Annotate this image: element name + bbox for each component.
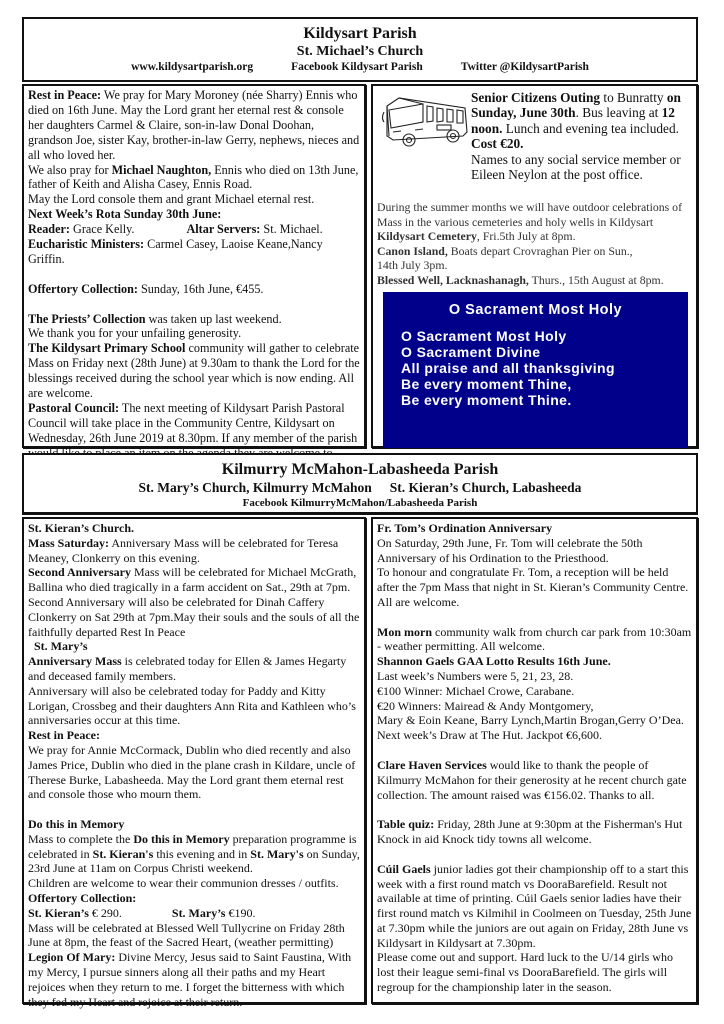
also-pray-pre: We also pray for [28,162,112,177]
lotto-heading-text: Shannon Gaels GAA Lotto Results 16th June. [377,654,611,669]
priests-label: The Priests’ Collection [28,311,146,326]
offertory-values [28,906,360,921]
school-notice [28,341,360,401]
reception-text: To honour and congratulate Fr. Tom, a reception will be held after the 7pm Mass that night in St. Kieran’s Community Centre. All are welcome. [377,565,689,609]
anniversary-mass [28,654,360,684]
hymn-line: All praise and all thanksgiving [401,360,615,376]
well-mass [377,273,695,288]
marys-heading [28,639,360,654]
offertory-notice [28,282,360,297]
cemetery-label: Kildysart Cemetery [377,229,477,244]
rota-ministers [28,237,360,267]
memory-heading-text: Do this in Memory [28,817,125,832]
cuil-support: Please come out and support. Hard luck to the U/14 girls who lost their league semi-final vs DooraBarefield. The girls will regroup for the championship later in the season. [377,950,673,995]
memory-text [28,832,360,876]
kildysart-title: Kildysart Parish [303,25,417,42]
memory-b1: Do this in Memory [133,831,230,846]
table-quiz [377,817,692,847]
hymn-line: O Sacrament Most Holy [401,328,567,344]
kilmurry-title: Kilmurry McMahon-Labasheeda Parish [221,461,499,478]
well-label: Blessed Well, Lacknashanagh, [377,272,529,287]
rip-notice [28,88,360,163]
mass-saturday [28,536,360,566]
outing-notice [471,88,693,182]
memory-t1: Mass to complete the [28,831,134,846]
anniversary-label: Anniversary Mass [28,654,122,669]
offertory-marys-label: St. Mary’s [171,905,226,920]
ordination-heading-text: Fr. Tom’s Ordination Anniversary [377,521,553,535]
lotto-20-winners: €20 Winners: Mairead & Andy Montgomery, [377,698,594,713]
kilmurry-header [22,453,698,515]
clare-haven-label: Clare Haven Services [377,757,487,772]
hymn-line: Be every moment Thine. [401,392,572,408]
rota-reader-altar [28,222,360,237]
ordination-text: On Saturday, 29th June, Fr. Tom will celebrate the 50th Anniversary of his Ordination to the Priesthood. [377,535,643,565]
memory-t3: this evening and in [153,846,251,861]
outing-lunch: Lunch and evening tea included. [502,120,679,136]
thanks-text: We thank you for your unfailing generosity. [28,326,242,341]
outing-time: 12 noon. [471,105,675,136]
legion-text: Divine Mercy, Jesus said to Saint Faustina, With my Mercy, I pursue sinners along all their paths and my Heart rejoices when they return to me. I forget the bitterness with which they fed my Heart and rejoice at their return. [28,950,352,1009]
outing-label: Senior Citizens Outing [471,90,601,105]
rip-text: We pray for Mary Moroney (née Sharry) Ennis who died on 16th June. May the Lord grant her eternal rest & console her daughters Carmel & Claire, son-in-law Donal Doohan, grandson Joe, sister Kay, brother-in-law Gerry, nephews, nieces and all who loved her. [28,88,360,162]
memory-b2: St. Kieran's [92,846,154,861]
legion-label: Legion Of Mary: [28,950,116,965]
church-st-kierans: St. Kieran’s Church, Labasheeda [389,480,582,495]
children-text: Children are welcome to wear their communion dresses / outfits. [28,876,339,891]
offertory-label: Offertory Collection: [28,281,138,296]
bus-icon [379,92,471,152]
also-pray-post: Ennis who died on 13th June, father of Keith and Alisha Casey, Ennis Road. [28,162,359,192]
canon-label: Canon Island, [377,243,448,258]
table-quiz-label: Table quiz: [377,817,435,832]
also-pray-notice [28,163,360,193]
council-label: Pastoral Council: [28,401,120,415]
facebook-link[interactable]: Facebook Kildysart Parish [291,61,423,73]
rip-text: We pray for Annie McCormack, Dublin who died recently and also James Price, Dublin who died in the plane crash in Kildare, uncle of Therese Burke, Labasheeda. May the Lord grant them eternal rest and console those who mourn them. [28,742,356,802]
mass-saturday-text: Anniversary Mass will be celebrated for Teresa Meaney, Clonkerry on this evening. [28,535,339,565]
offertory-heading [28,891,360,906]
lotto-heading [377,654,692,669]
offertory-value: Sunday, 16th June, €455. [137,281,264,296]
offertory-heading-text: Offertory Collection: [28,891,137,906]
kilmurry-facebook[interactable]: Facebook KilmurryMcMahon/Labasheeda Parish [242,497,478,509]
altar-value: St. Michael. [260,222,323,237]
cemetery-mass [377,229,695,244]
reader-value: Grace Kelly. [69,222,135,237]
cemetery-text: , Fri.5th July at 8pm. [476,229,576,244]
ministers-value: Carmel Casey, Laoise Keane,Nancy Griffin. [28,237,323,266]
summer-text: During the summer months we will have outdoor celebrations of Mass in the various cemeteries and holy wells in Kildysart [377,200,683,229]
second-anniversary-text: Mass will be celebrated for Michael McGrath, Ballina who died tragically in a farm accident on Sat., 29th at 7pm. Second Anniversary will also be celebrated for Dinah Caffery Clonkerry on Sat 29th at 7pm.May their souls and the souls of all the faithfully departed Rest In Peace [28,565,360,639]
second-anniversary-label: Second Anniversary [28,565,132,580]
kilmurry-notices-left [22,517,366,1009]
kildysart-notices-left [22,84,366,448]
lotto-next-draw: Next week’s Draw at The Hut. Jackpot €6,600. [377,728,603,743]
marys-heading-text: St. Mary’s [34,639,88,654]
clare-haven-text: would like to thank the people of Kilmurry McMahon for their generosity at he recent church gate collection. The amount raised was €156.02. Thanks to all. [377,757,687,802]
second-anniversary [28,565,360,639]
anniversary-text: is celebrated today for Ellen & James Hegarty and deceased family members. [28,654,347,683]
hymn-lines [383,328,688,408]
school-text: community will gather to celebrate Mass on Friday next (28th June) at 9.30am to thank the Lord for the blessings received during the school year which is now ending. All are welcome. [28,341,360,401]
kildysart-church: St. Michael’s Church [296,44,424,59]
kierans-heading [28,521,360,536]
clare-haven [377,758,692,802]
cuil-gaels-label: Cúil Gaels [377,861,431,876]
legion-of-mary [28,950,360,1009]
hymn-line: O Sacrament Divine [401,344,541,360]
church-st-marys: St. Mary’s Church, Kilmurry McMahon [138,480,372,495]
twitter-link[interactable]: Twitter @KildysartParish [460,61,589,73]
offertory-kierans-value: € 290. [88,905,122,920]
priests-text: was taken up last weekend. [145,311,282,326]
kildysart-header [22,17,698,82]
reader-label: Reader: [28,222,70,237]
console-text: May the Lord console them and grant Michael eternal rest. [28,192,315,207]
rip-heading-text: Rest in Peace: [28,728,100,743]
outing-cost: Cost €20. [471,136,524,152]
community-walk [377,625,692,655]
anniversary-also: Anniversary will also be celebrated today for Paddy and Kitty Lorigan, Crossbeg and their daughters Ann Rita and Kathleen who’s anniversaries occur at this time. [28,683,356,728]
canon-text: Boats depart Crovraghan Pier on Sun., 14th July 3pm. [377,243,633,273]
walk-label: Mon morn [377,624,432,639]
hymn-title: O Sacrament Most Holy [448,302,623,318]
also-pray-name: Michael Naughton, [111,162,212,177]
website-link[interactable]: www.kildysartparish.org [131,61,254,73]
kilmurry-notices-right [371,517,698,1004]
rota-heading-text: Next Week’s Rota Sunday 30th June: [28,207,222,222]
cuil-gaels-text: junior ladies got their championship off to a start this week with a first round match vs DooraBarefield. Result not available at time of printing. Cúil Gaels senior ladies have their first round match vs Kilmihil in Coolmeen on Tuesday, 25th June at 7.30pm while the juniors are out again on Friday, 28th June vs Kildysart in Kildysart at 7.30pm. [377,861,692,950]
memory-heading [28,817,360,832]
rota-heading [28,207,360,222]
memory-t4: on Sunday, 23rd June at 11am on Corpus Christi weekend. [28,846,360,876]
offertory-kierans-label: St. Kieran’s [28,905,89,920]
well-text: Thurs., 15th August at 8pm. [528,272,664,287]
outing-mid: to Bunratty [600,90,667,105]
memory-b3: St. Mary's [250,846,304,861]
memory-t2: preparation programme is celebrated in [28,831,357,861]
priests-collection [28,312,360,327]
rip-label: Rest in Peace: [28,88,102,102]
summer-masses [377,200,695,288]
mass-saturday-label: Mass Saturday: [28,535,110,550]
lotto-numbers: Last week’s Numbers were 5, 21, 23, 28. [377,669,574,684]
ordination-heading [377,521,692,536]
kildysart-links [24,60,696,74]
lotto-20-winners-cont: Mary & Eoin Keane, Barry Lynch,Martin Brogan,Gerry O’Dea. [377,713,684,728]
kierans-heading-text: St. Kieran’s Church. [28,521,135,535]
hymn-line: Be every moment Thine, [401,376,572,392]
hymn-panel [383,292,688,448]
tullycrine-mass: Mass will be celebrated at Blessed Well Tullycrine on Friday 28th June at 8pm, the feast of the Sacred Heart, (weather permitting) [28,920,345,950]
outing-leave: . Bus leaving at [575,105,662,121]
offertory-marys-value: €190. [225,905,256,920]
cuil-gaels [377,862,692,951]
lotto-100-winner: €100 Winner: Michael Crowe, Carabane. [377,683,575,698]
rip-heading [28,728,360,743]
altar-label: Altar Servers: [186,222,261,237]
council-text: The next meeting of Kildysart Parish Pastoral Council will take place in the Community Centre, Kildysart on Wednesday, 26th June 2019 at 8.30pm. If any member of the parish [28,401,358,445]
table-quiz-text: Friday, 28th June at 9:30pm at the Fisherman's Hut Knock in aid Knock tidy towns all welcome. [377,817,683,847]
ministers-label: Eucharistic Ministers: [28,237,145,252]
school-label: The Kildysart Primary School [28,341,186,356]
kildysart-notices-right [371,84,698,448]
canon-mass [377,244,647,273]
kilmurry-churches [24,479,696,496]
outing-names: Names to any social service member or Eileen Neylon at the post office. [471,151,681,183]
walk-text: community walk from church car park from 10:30am - weather permitting. All welcome. [377,624,692,654]
outing-date: on Sunday, June 30th [471,90,681,121]
